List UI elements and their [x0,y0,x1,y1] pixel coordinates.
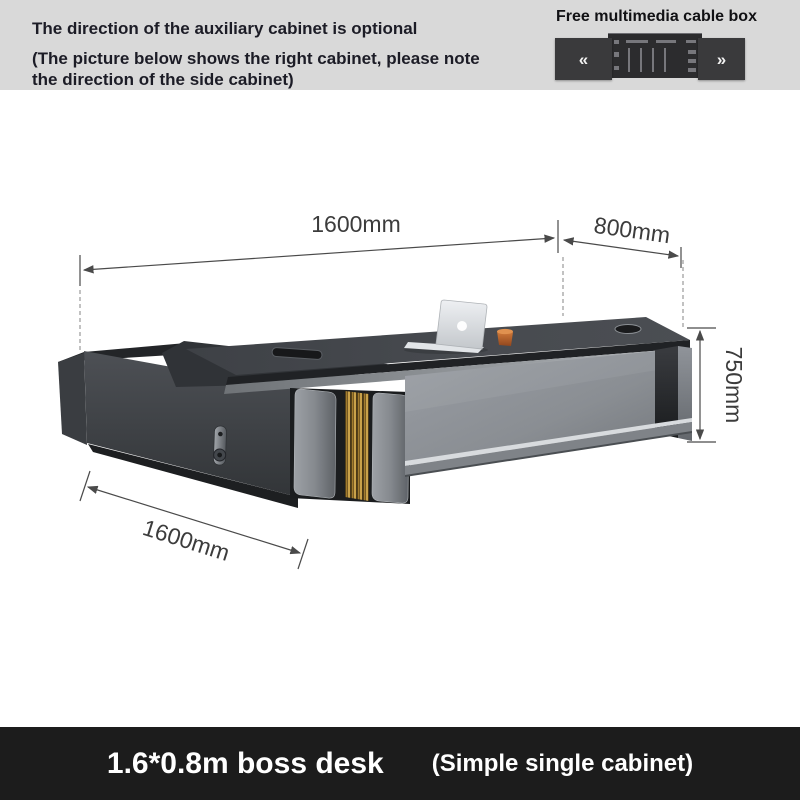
cable-box-left-cover [555,38,612,80]
pillar-right [372,393,409,503]
dimension-depth [563,240,683,330]
port-mark [688,50,696,54]
port-mark [614,40,619,44]
port-mark [686,40,696,43]
footer-bar [0,727,800,800]
port-mark [614,52,619,57]
port-mark [626,40,648,43]
freebie-label: Free multimedia cable box [556,8,757,25]
cable-box-ports-panel [608,33,702,78]
cable-grommet-right [615,325,641,334]
cup [497,329,513,346]
dimension-label-depth: 800mm [592,211,672,249]
desk-illustration [0,90,800,727]
product-title: 1.6*0.8m boss desk [106,746,384,780]
note-line2: (The picture below shows the right cabinet, please note [32,49,480,68]
port-mark [656,40,676,43]
chevron-left-icon: « [578,49,589,69]
gold-slat-accent [345,391,369,501]
laptop [404,300,488,354]
cabinet-lock [213,426,226,465]
port-mark [688,68,696,72]
port-mark [614,66,619,70]
product-diagram [0,90,800,727]
apple-logo-icon [457,321,467,331]
header-band [0,0,800,90]
direction-note [32,18,480,90]
chevron-right-icon: » [716,49,727,69]
port-mark [628,48,630,72]
port-mark [640,48,642,72]
pillar-left [294,389,336,498]
cable-box-right-cover [698,38,745,80]
port-mark [652,48,654,72]
dimension-label-height: 750mm [721,346,747,424]
dimension-label-top-width: 1600mm [311,211,401,237]
note-line3: the direction of the side cabinet) [32,70,294,89]
port-mark [664,48,666,72]
note-line1: The direction of the auxiliary cabinet is optional [32,19,418,38]
port-mark [688,59,696,63]
cabinet-end-face [58,353,87,445]
cable-box-image [555,33,745,82]
variant-label: (Simple single cabinet) [431,749,694,777]
dimension-label-cabinet-length: 1600mm [139,514,233,566]
